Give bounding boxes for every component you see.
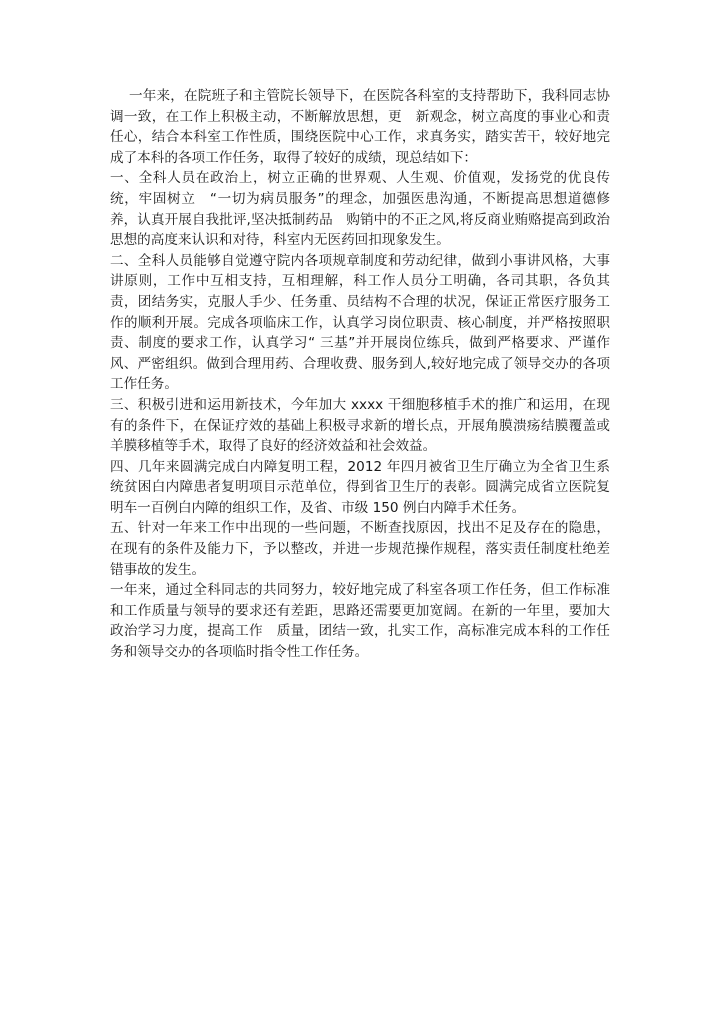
intro-paragraph: 一年来，在院班子和主管院长领导下，在医院各科室的支持帮助下，我科同志协调一致，在工作上积极主动，不断解放思想，更 新观念，树立高度的事业心和责任心，结合本科室工作性质，围绕医院中心工作，求真务实，踏实苦干，较好地完成了本科的各项工作任务，取得了较好的成绩，现总结如下： — [110, 88, 610, 166]
section-one-paragraph: 一、全科人员在政治上，树立正确的世界观、人生观、价值观，发扬党的优良传统，牢固树立 “一切为病员服务”的理念，加强医患沟通，不断提高思想道德修养，认真开展自我批评,坚决抵制药品 购销中的不正之风,将反商业贿赂提高到政治思想的高度来认识和对待，科室内无医药回扣现象发生。 — [110, 170, 610, 249]
section-five-paragraph: 五、针对一年来工作中出现的一些问题，不断查找原因，找出不足及存在的隐患，在现有的条件及能力下，予以整改，并进一步规范操作规程，落实责任制度杜绝差错事故的发生。 — [110, 520, 610, 578]
section-four-paragraph: 四、几年来圆满完成白内障复明工程，2012 年四月被省卫生厅确立为全省卫生系统贫困白内障患者复明项目示范单位，得到省卫生厅的表彰。圆满完成省立医院复明车一百例白内障的组织工作，及省、市级 150 例白内障手术任务。 — [110, 458, 610, 516]
section-three-paragraph: 三、积极引进和运用新技术，今年加大 xxxx 干细胞移植手术的推广和运用，在现有的条件下，在保证疗效的基础上积极寻求新的增长点，开展角膜溃疡结膜覆盖或羊膜移植等手术，取得了良好的经济效益和社会效益。 — [110, 396, 610, 455]
conclusion-paragraph: 一年来，通过全科同志的共同努力，较好地完成了科室各项工作任务，但工作标准和工作质量与领导的要求还有差距，思路还需要更加宽阔。在新的一年里，要加大政治学习力度，提高工作 质量，团结一致，扎实工作，高标准完成本科的工作任务和领导交办的各项临时指令性工作任务。 — [110, 582, 610, 661]
document-body — [110, 86, 610, 663]
section-two-paragraph: 二、全科人员能够自觉遵守院内各项规章制度和劳动纪律，做到小事讲风格，大事讲原则，工作中互相支持，互相理解，科工作人员分工明确，各司其职，各负其责，团结务实，克服人手少、任务重、员结构不合理的状况，保证正常医疗服务工作的顺利开展。完成各项临床工作，认真学习岗位职责、核心制度，并严格按照职责、制度的要求工作，认真学习“ 三基”并开展岗位练兵，做到严格要求、严谨作风、严密组织。做到合理用药、合理收费、服务到人,较好地完成了领导交办的各项工作任务。 — [110, 252, 610, 393]
